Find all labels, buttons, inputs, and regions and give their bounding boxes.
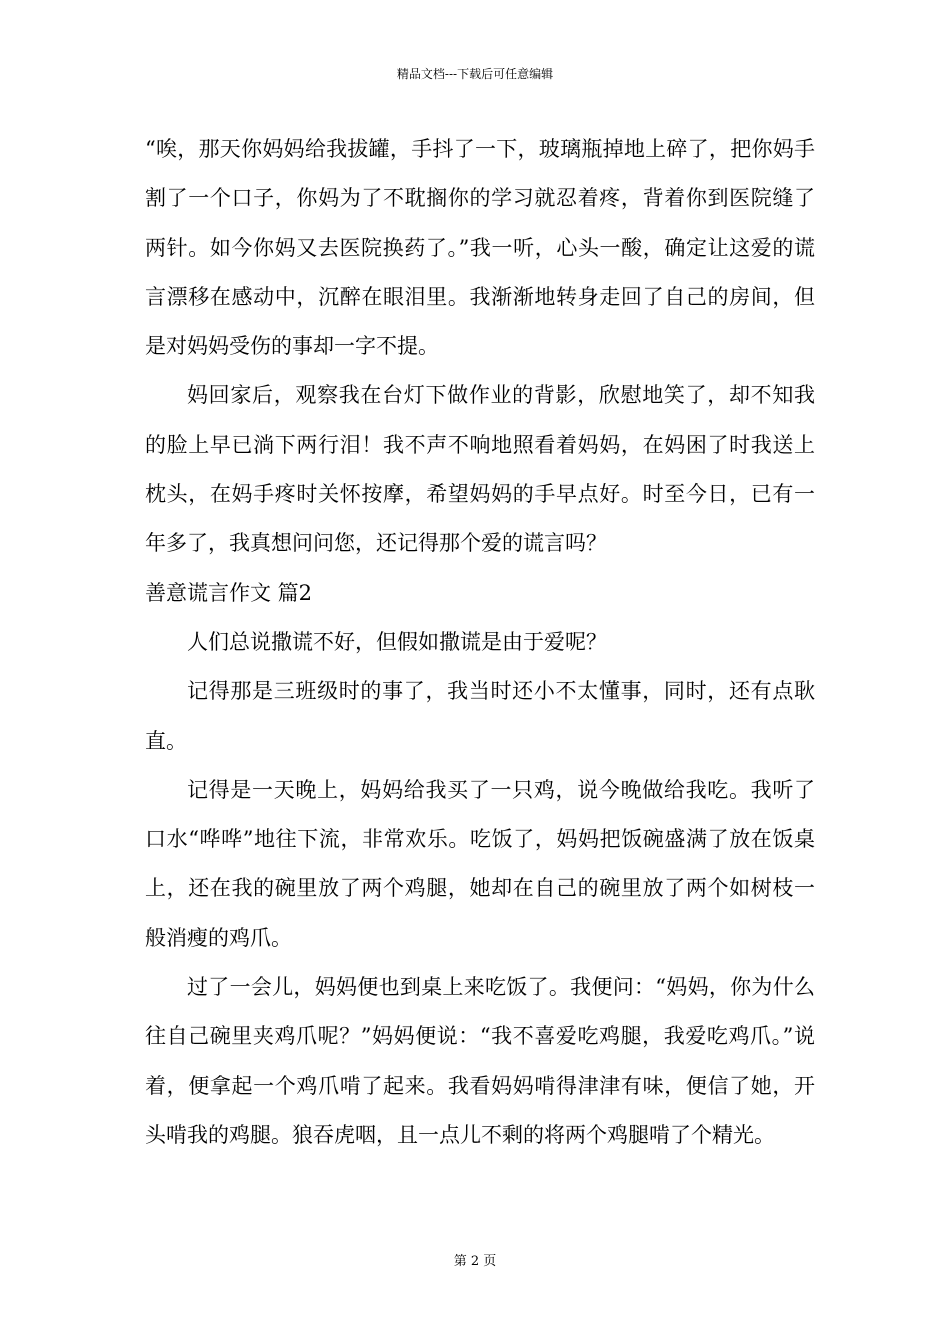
paragraph: 记得那是三班级时的事了，我当时还小不太懂事，同时，还有点耿直。	[145, 679, 815, 753]
page-number: 第 2 页	[453, 1254, 497, 1269]
paragraph: “唉，那天你妈妈给我拔罐，手抖了一下，玻璃瓶掉地上碎了，把你妈手割了一个口子，你妈为了不耽搁你的学习就忍着疼，背着你到医院缝了两针。如今你妈又去医院换药了。”我一听，心头一酸，确定让这爱的谎言漂移在感动中，沉醉在眼泪里。我渐渐地转身走回了自己的房间，但是对妈妈受伤的事却一字不提。	[145, 137, 815, 359]
paragraph: 记得是一天晚上，妈妈给我买了一只鸡，说今晚做给我吃。我听了口水“哗哗”地往下流，非常欢乐。吃饭了，妈妈把饭碗盛满了放在饭桌上，还在我的碗里放了两个鸡腿，她却在自己的碗里放了两个如树枝一般消瘦的鸡爪。	[145, 777, 815, 950]
paragraph: 妈回家后，观察我在台灯下做作业的背影，欣慰地笑了，却不知我的脸上早已淌下两行泪！我不声不响地照看着妈妈，在妈困了时我送上枕头，在妈手疼时关怀按摩，希望妈妈的手早点好。时至今日，已有一年多了，我真想问问您，还记得那个爱的谎言吗？	[145, 383, 815, 556]
paragraph: 人们总说撒谎不好，但假如撒谎是由于爱呢？	[187, 629, 607, 654]
section-heading: 善意谎言作文 篇2	[145, 580, 313, 605]
page-header: 精品文档---下载后可任意编辑	[396, 67, 554, 81]
document-body	[145, 125, 815, 1160]
paragraph: 过了一会儿，妈妈便也到桌上来吃饭了。我便问：“妈妈，你为什么往自己碗里夹鸡爪呢？”妈妈便说：“我不喜爱吃鸡腿，我爱吃鸡爪。”说着，便拿起一个鸡爪啃了起来。我看妈妈啃得津津有味，便信了她，开头啃我的鸡腿。狼吞虎咽，且一点儿不剩的将两个鸡腿啃了个精光。	[145, 975, 815, 1147]
